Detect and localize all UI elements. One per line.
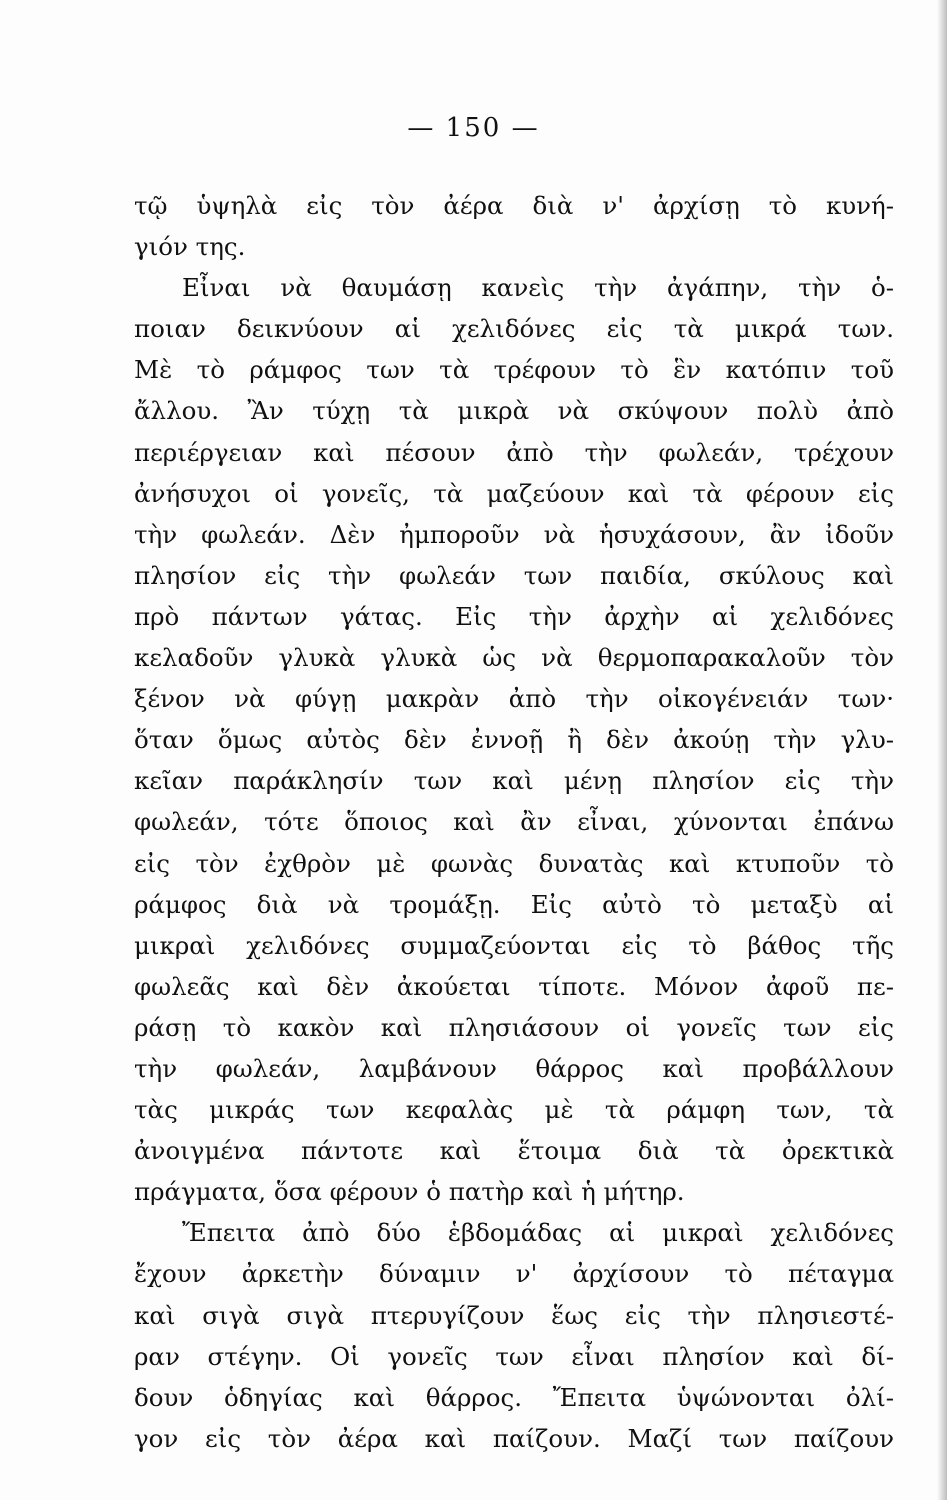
text-line: περιέργειαν καὶ πέσουν ἀπὸ τὴν φωλεάν, τρέχουν <box>134 437 894 467</box>
text-line: ὅταν ὅμως αὐτὸς δὲν ἐννοῇ ἢ δὲν ἀκούῃ τὴν γλυ- <box>134 725 894 755</box>
text-line: ἀνοιγμένα πάντοτε καὶ ἕτοιμα διὰ τὰ ὀρεκτικὰ <box>134 1136 894 1166</box>
text-line: εἰς τὸν ἐχθρὸν μὲ φωνὰς δυνατὰς καὶ κτυποῦν τὸ <box>134 848 894 878</box>
text-line: ξένον νὰ φύγῃ μακρὰν ἀπὸ τὴν οἰκογένειάν των· <box>134 684 894 714</box>
text-line: φωλεάν, τότε ὅποιος καὶ ἂν εἶναι, χύνονται ἐπάνω <box>134 807 894 837</box>
text-line: τὰς μικράς των κεφαλὰς μὲ τὰ ράμφη των, τὰ <box>134 1095 894 1125</box>
text-line: πρὸ πάντων γάτας. Εἰς τὴν ἀρχὴν αἱ χελιδόνες <box>134 601 894 631</box>
text-line: καὶ σιγὰ σιγὰ πτερυγίζουν ἕως εἰς τὴν πλησιεστέ- <box>134 1300 894 1330</box>
text-line: γιόν της. <box>134 232 246 262</box>
text-line: Εἶναι νὰ θαυμάσῃ κανεὶς τὴν ἀγάπην, τὴν ὁ- <box>182 273 894 303</box>
text-line: πλησίον εἰς τὴν φωλεάν των παιδία, σκύλους καὶ <box>134 560 894 590</box>
text-line: γον εἰς τὸν ἀέρα καὶ παίζουν. Μαζί των παίζουν <box>134 1423 894 1453</box>
text-line: ράσῃ τὸ κακὸν καὶ πλησιάσουν οἱ γονεῖς των εἰς <box>134 1012 894 1042</box>
text-line: ἔχουν ἀρκετὴν δύναμιν ν' ἀρχίσουν τὸ πέταγμα <box>134 1259 894 1289</box>
text-line: τῷ ὑψηλὰ εἰς τὸν ἀέρα διὰ ν' ἀρχίσῃ τὸ κυνή- <box>134 191 894 220</box>
text-line: ραν στέγην. Οἱ γονεῖς των εἶναι πλησίον καὶ δί- <box>134 1341 894 1371</box>
text-line: μικραὶ χελιδόνες συμμαζεύονται εἰς τὸ βάθος τῆς <box>134 930 894 960</box>
body-text <box>134 185 894 1459</box>
text-line: ἄλλου. Ἂν τύχῃ τὰ μικρὰ νὰ σκύψουν πολὺ ἀπὸ <box>134 396 894 426</box>
page-edge-shadow <box>937 0 947 1500</box>
text-line: Ἔπειτα ἀπὸ δύο ἑβδομάδας αἱ μικραὶ χελιδόνες <box>182 1218 894 1248</box>
text-line: Μὲ τὸ ράμφος των τὰ τρέφουν τὸ ἓν κατόπιν τοῦ <box>134 355 894 385</box>
text-line: ράμφος διὰ νὰ τρομάξῃ. Εἰς αὐτὸ τὸ μεταξὺ αἱ <box>134 889 894 919</box>
text-line: φωλεᾶς καὶ δὲν ἀκούεται τίποτε. Μόνον ἀφοῦ πε- <box>134 971 894 1001</box>
text-line: πράγματα, ὅσα φέρουν ὁ πατὴρ καὶ ἡ μήτηρ. <box>134 1177 685 1207</box>
text-line: κεῖαν παράκλησίν των καὶ μένῃ πλησίον εἰς τὴν <box>134 766 894 796</box>
page-number: — 150 — <box>407 113 540 143</box>
text-line: ποιαν δεικνύουν αἱ χελιδόνες εἰς τὰ μικρά των. <box>134 314 894 344</box>
text-line: τὴν φωλεάν. Δὲν ἠμποροῦν νὰ ἡσυχάσουν, ἂν ἰδοῦν <box>134 519 894 549</box>
text-line: δουν ὁδηγίας καὶ θάρρος. Ἔπειτα ὑψώνονται ὀλί- <box>134 1382 894 1412</box>
text-line: ἀνήσυχοι οἱ γονεῖς, τὰ μαζεύουν καὶ τὰ φέρουν εἰς <box>134 478 894 508</box>
text-line: τὴν φωλεάν, λαμβάνουν θάρρος καὶ προβάλλουν <box>134 1053 894 1083</box>
text-line: κελαδοῦν γλυκὰ γλυκὰ ὡς νὰ θερμοπαρακαλοῦν τὸν <box>134 643 894 673</box>
